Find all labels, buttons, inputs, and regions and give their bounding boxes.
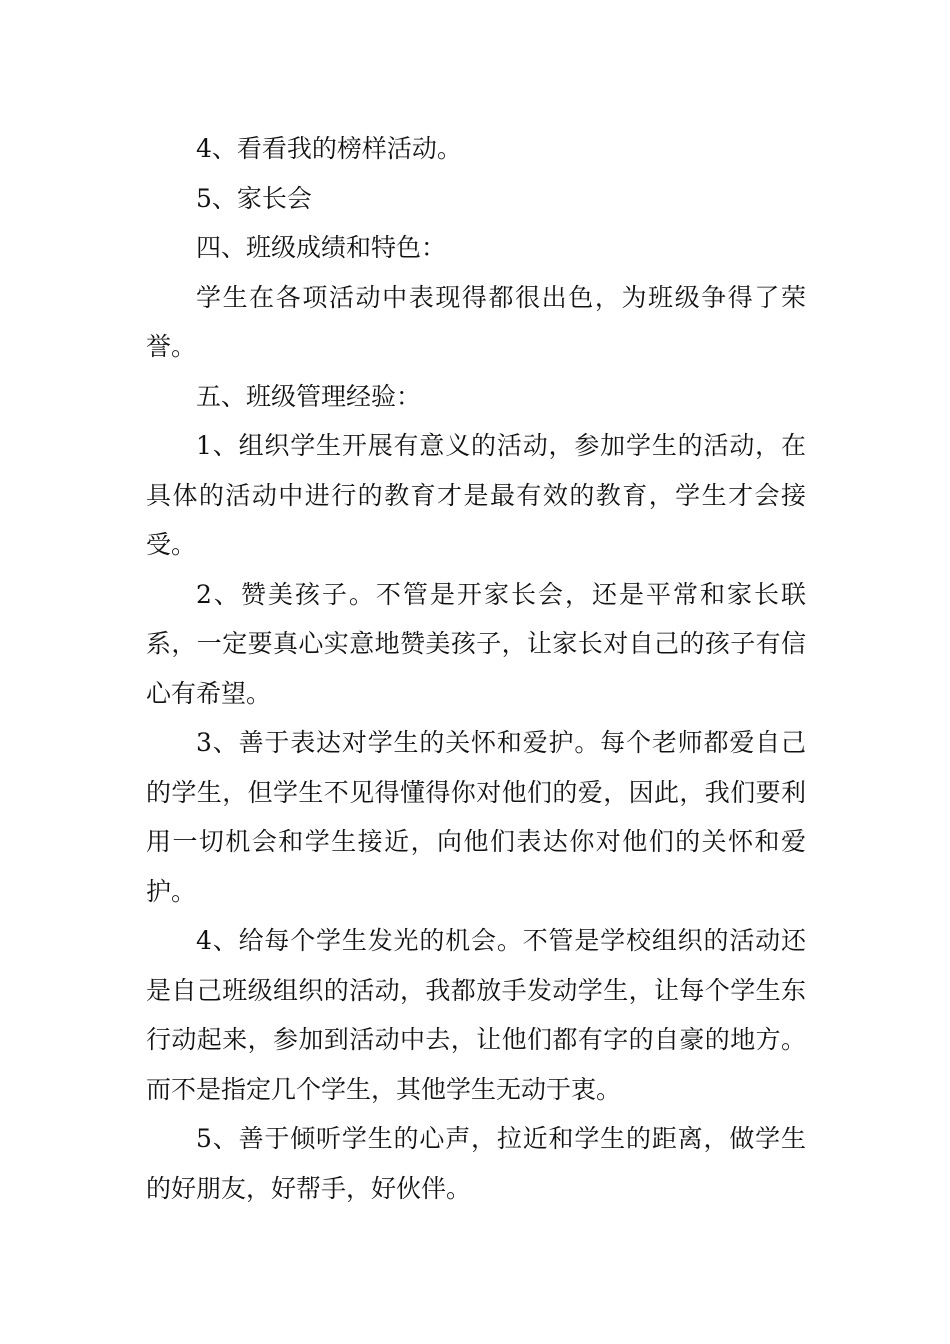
paragraph-experience-5: 5、善于倾听学生的心声，拉近和学生的距离，做学生的好朋友，好帮手，好伙伴。 <box>146 1124 806 1203</box>
document-body <box>146 124 806 1213</box>
list-item-4-role-model-activity: 4、看看我的榜样活动。 <box>196 134 462 163</box>
section-heading-management-experience: 五、班级管理经验： <box>196 381 422 411</box>
paragraph-experience-2: 2、赞美孩子。不管是开家长会，还是平常和家长联系，一定要真心实意地赞美孩子，让家长对自己的孩子有信心有希望。 <box>146 579 806 708</box>
section-heading-achievements: 四、班级成绩和特色： <box>196 233 447 262</box>
paragraph-experience-1: 1、组织学生开展有意义的活动，参加学生的活动，在具体的活动中进行的教育才是最有效的教育，学生才会接受。 <box>146 431 806 559</box>
paragraph-achievements: 学生在各项活动中表现得都很出色，为班级争得了荣誉。 <box>146 282 806 361</box>
paragraph-experience-4: 4、给每个学生发光的机会。不管是学校组织的活动还是自己班级组织的活动，我都放手发动学生，让每个学生东行动起来，参加到活动中去，让他们都有字的自豪的地方。而不是指定几个学生，其他学生无动于衷。 <box>146 926 806 1104</box>
list-item-5-parent-meeting: 5、家长会 <box>196 183 312 213</box>
paragraph-experience-3: 3、善于表达对学生的关怀和爱护。每个老师都爱自己的学生，但学生不见得懂得你对他们的爱，因此，我们要利用一切机会和学生接近，向他们表达你对他们的关怀和爱护。 <box>146 728 806 906</box>
